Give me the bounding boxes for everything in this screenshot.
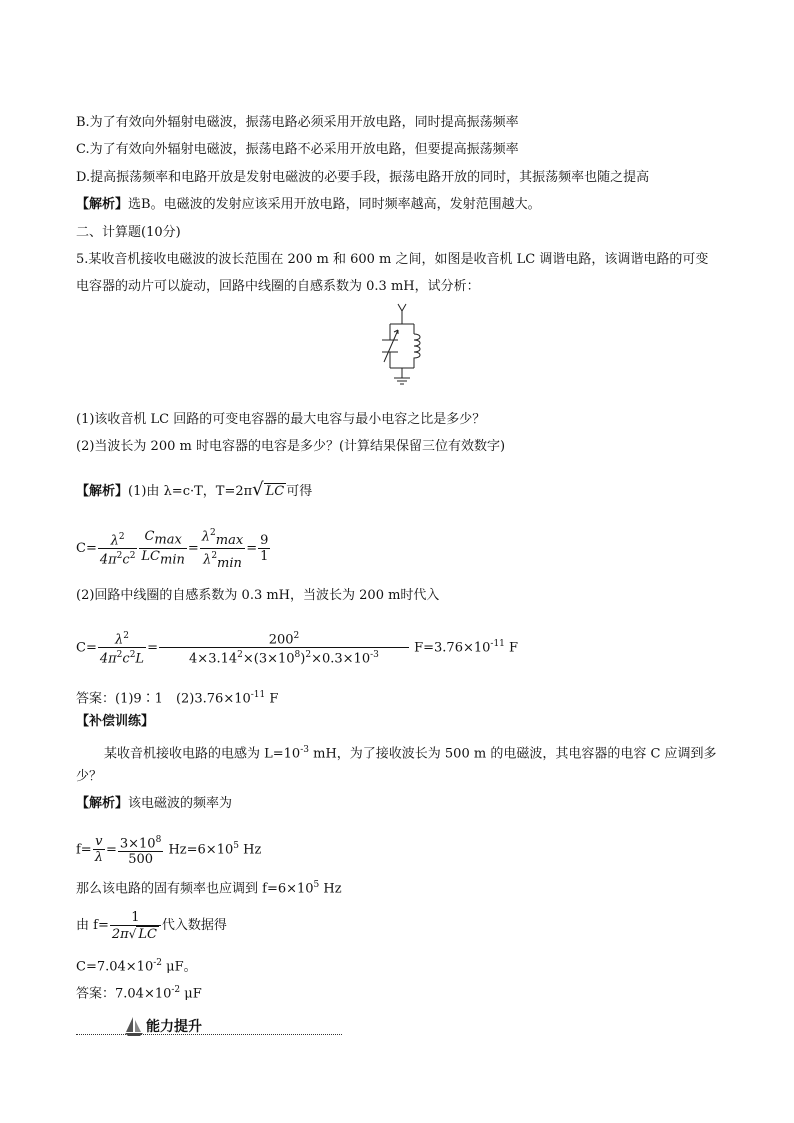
q5-answer: 答案：(1)9∶1 $(2)3.76\times 10^{-11}$ F bbox=[76, 690, 279, 707]
analysis-label: 【解析】 bbox=[76, 484, 129, 499]
capacitance-calculation: C= $\frac{\lambda^2}{4\pi^2c^2L}$ = $\frac{200^2}{4\times 3.14^2\times(3\times 10^8)^2\times 0.3\times 10^{-3}}$ $F=3.76\times 10^{-11}$ F bbox=[76, 631, 519, 667]
supplementary-title: 【补偿训练】 bbox=[76, 714, 155, 729]
sailboat-icon bbox=[124, 1015, 144, 1037]
option-c: C.为了有效向外辐射电磁波，振荡电路不必采用开放电路，但要提高振荡频率 bbox=[76, 142, 519, 157]
q5-sub2: (2)当波长为 200 m 时电容器的电容是多少？(计算结果保留三位有效数字) bbox=[76, 439, 506, 454]
q4-analysis bbox=[76, 196, 541, 214]
capacitance-ratio-formula: C= $\frac{\lambda^2}{4\pi^2c^2}$ $\frac{C_{max}}{LC_{min}}$ = $\frac{\lambda^2_{max}}{\lambda^2_{min}}$ = $\frac{9}{1}$ bbox=[76, 528, 269, 571]
lc-circuit-diagram bbox=[378, 302, 426, 392]
circuit-wire bbox=[390, 324, 414, 378]
option-d: D.提高振荡频率和电路开放是发射电磁波的必要手段，振荡电路开放的同时，其振荡频率也随之提高 bbox=[76, 170, 650, 185]
supp-solution-intro: 【解析】该电磁波的频率为 bbox=[76, 796, 233, 811]
inductor-coil-icon bbox=[414, 334, 420, 360]
q4-analysis-text: 选B。电磁波的发射应该采用开放电路，同时频率越高，发射范围越大。 bbox=[128, 197, 541, 212]
q5-line1: 5.某收音机接收电磁波的波长范围在 200 m 和 600 m 之间，如图是收音机 LC 调谐电路，该调谐电路的可变 bbox=[76, 252, 709, 267]
q5-solution-part2: (2)回路中线圈的自感系数为 0.3 mH，当波长为 200 m时代入 bbox=[76, 588, 440, 603]
ground-icon bbox=[394, 378, 410, 384]
supp-answer: 答案：$7.04\times 10^{-2}$ μF bbox=[76, 985, 202, 1002]
supp-question-line2: 少？ bbox=[76, 769, 103, 784]
frequency-formula: f= $\frac{v}{\lambda}$ = $\frac{3\times 10^8}{500}$ $Hz=6\times 10^5$ Hz bbox=[76, 834, 262, 867]
option-b: B.为了有效向外辐射电磁波，振荡电路必须采用开放电路，同时提高振荡频率 bbox=[76, 115, 519, 130]
q5-line2: 电容器的动片可以旋动，回路中线圈的自感系数为 0.3 mH，试分析： bbox=[76, 279, 480, 294]
natural-frequency-line: 那么该电路的固有频率也应调到 $f=6\times 10^5$ Hz bbox=[76, 880, 342, 897]
antenna-icon bbox=[398, 304, 406, 324]
section-two-heading: 二、计算题(10分) bbox=[76, 225, 181, 240]
resonance-formula: 由 f= $\frac{1}{2\pi√ LC}$ 代入数据得 bbox=[76, 909, 227, 942]
section-title: 能力提升 bbox=[146, 1019, 202, 1035]
q5-solution-part1: 【解析】(1)由 λ=c·T，T=2π√ LC 可得 bbox=[76, 479, 313, 500]
q5-sub1: (1)该收音机 LC 回路的可变电容器的最大电容与最小电容之比是多少？ bbox=[76, 412, 486, 427]
analysis-label: 【解析】 bbox=[76, 197, 129, 212]
supp-capacitance-result: $C=7.04\times 10^{-2}$ μF。 bbox=[76, 958, 197, 975]
section-divider bbox=[76, 1034, 342, 1035]
supp-question-line1: 某收音机接收电路的电感为 $L=10^{-3}$ mH，为了接收波长为 500 m 的电磁波，其电容器的电容 C 应调到多 bbox=[104, 745, 717, 762]
